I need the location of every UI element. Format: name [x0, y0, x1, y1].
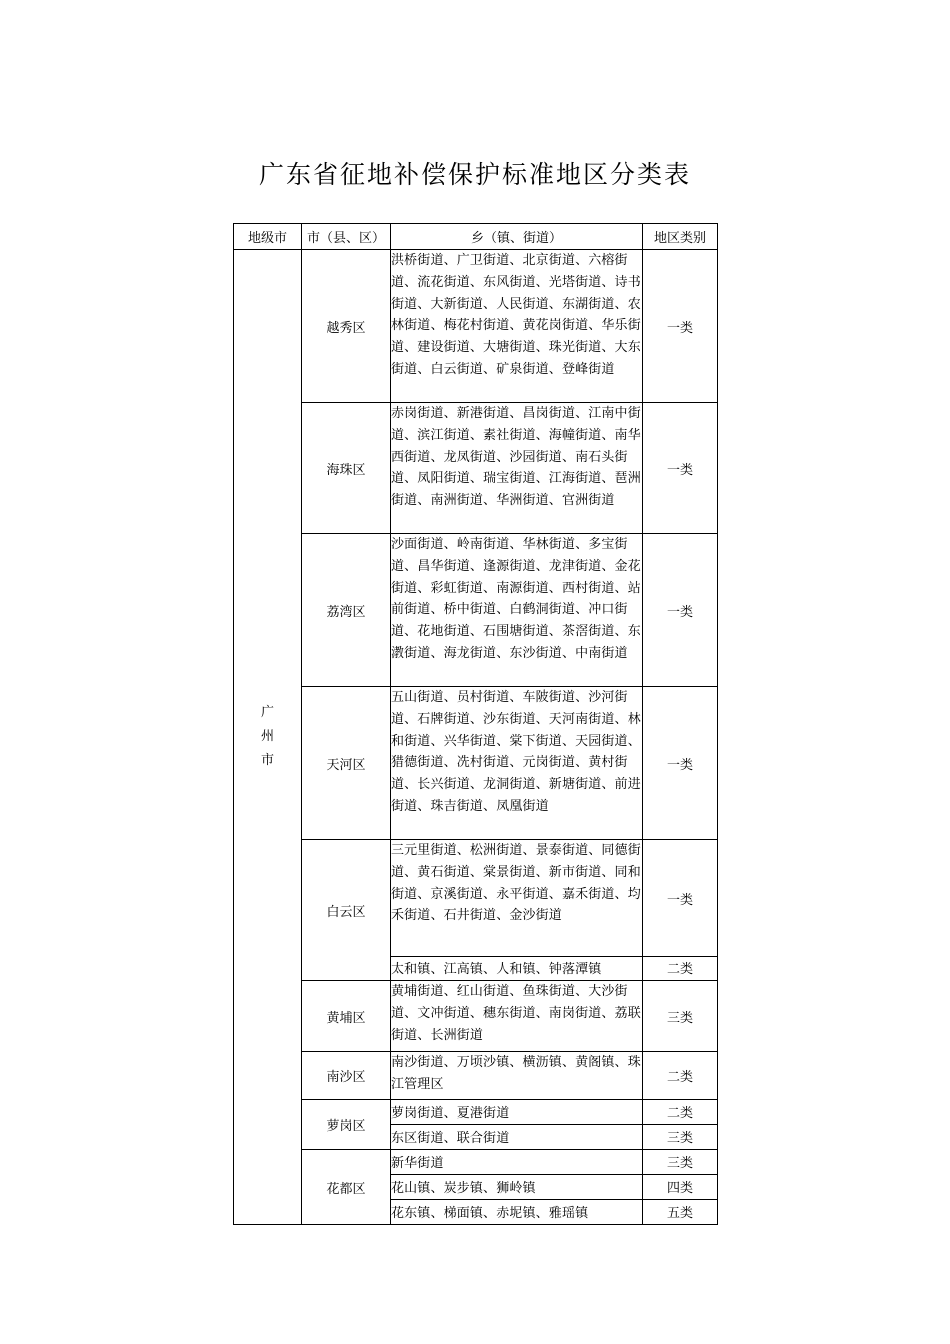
- streets-cell: 黄埔街道、红山街道、鱼珠街道、大沙街道、文冲街道、穗东街道、南岗街道、荔联街道、长洲街道: [391, 981, 643, 1052]
- streets-cell: 洪桥街道、广卫街道、北京街道、六榕街道、流花街道、东风街道、光塔街道、诗书街道、大新街道、人民街道、东湖街道、农林街道、梅花村街道、黄花岗街道、华乐街道、建设街道、大塘街道、珠光街道、大东街道、白云街道、矿泉街道、登峰街道: [391, 250, 643, 403]
- category-cell: 一类: [643, 250, 718, 403]
- category-cell: 一类: [643, 840, 718, 957]
- category-cell: 二类: [643, 1100, 718, 1125]
- category-cell: 四类: [643, 1175, 718, 1200]
- streets-cell: 太和镇、江高镇、人和镇、钟落潭镇: [391, 957, 643, 981]
- table-row: [234, 1150, 718, 1175]
- streets-cell: 沙面街道、岭南街道、华林街道、多宝街道、昌华街道、逢源街道、龙津街道、金花街道、彩虹街道、南源街道、西村街道、站前街道、桥中街道、白鹤洞街道、冲口街道、花地街道、石围塘街道、茶滘街道、东漖街道、海龙街道、东沙街道、中南街道: [391, 534, 643, 687]
- table-row: [234, 981, 718, 1052]
- streets-cell: 赤岗街道、新港街道、昌岗街道、江南中街道、滨江街道、素社街道、海幢街道、南华西街道、龙凤街道、沙园街道、南石头街道、凤阳街道、瑞宝街道、江海街道、琶洲街道、南洲街道、华洲街道、官洲街道: [391, 403, 643, 534]
- city-name-char: 市: [260, 753, 274, 768]
- document-title: 广东省征地补偿保护标准地区分类表: [258, 160, 691, 189]
- streets-cell: 花东镇、梯面镇、赤坭镇、雅瑶镇: [391, 1200, 643, 1225]
- table-row: [234, 534, 718, 687]
- district-cell: 黄埔区: [302, 981, 391, 1052]
- table-row: [234, 840, 718, 957]
- header-city: 地级市: [234, 224, 302, 250]
- header-county: 市（县、区）: [302, 224, 391, 250]
- table-row: [234, 403, 718, 534]
- category-cell: 五类: [643, 1200, 718, 1225]
- streets-cell: 东区街道、联合街道: [391, 1125, 643, 1150]
- district-cell: 花都区: [302, 1150, 391, 1225]
- table-row: [234, 1100, 718, 1125]
- header-category: 地区类别: [643, 224, 718, 250]
- district-cell: 天河区: [302, 687, 391, 840]
- district-cell: 荔湾区: [302, 534, 391, 687]
- district-cell: 越秀区: [302, 250, 391, 403]
- category-cell: 一类: [643, 403, 718, 534]
- district-cell: 白云区: [302, 840, 391, 981]
- city-cell: [234, 250, 302, 1225]
- district-cell: 南沙区: [302, 1052, 391, 1100]
- district-cell: 海珠区: [302, 403, 391, 534]
- table-header-row: [234, 224, 718, 250]
- category-cell: 二类: [643, 957, 718, 981]
- land-compensation-table: [233, 223, 718, 1225]
- streets-cell: 萝岗街道、夏港街道: [391, 1100, 643, 1125]
- table-row: [234, 687, 718, 840]
- district-cell: 萝岗区: [302, 1100, 391, 1150]
- streets-cell: 南沙街道、万顷沙镇、横沥镇、黄阁镇、珠江管理区: [391, 1052, 643, 1100]
- category-cell: 三类: [643, 1150, 718, 1175]
- header-township: 乡（镇、街道）: [391, 224, 643, 250]
- streets-cell: 花山镇、炭步镇、狮岭镇: [391, 1175, 643, 1200]
- table-row: [234, 250, 718, 403]
- category-cell: 一类: [643, 687, 718, 840]
- category-cell: 一类: [643, 534, 718, 687]
- table-row: [234, 1052, 718, 1100]
- category-cell: 三类: [643, 1125, 718, 1150]
- category-cell: 三类: [643, 981, 718, 1052]
- city-name-char: 州: [260, 729, 274, 744]
- category-cell: 二类: [643, 1052, 718, 1100]
- streets-cell: 五山街道、员村街道、车陂街道、沙河街道、石牌街道、沙东街道、天河南街道、林和街道、兴华街道、棠下街道、天园街道、猎德街道、冼村街道、元岗街道、黄村街道、长兴街道、龙洞街道、新塘街道、前进街道、珠吉街道、凤凰街道: [391, 687, 643, 840]
- city-name-char: 广: [260, 705, 274, 720]
- streets-cell: 新华街道: [391, 1150, 643, 1175]
- streets-cell: 三元里街道、松洲街道、景泰街道、同德街道、黄石街道、棠景街道、新市街道、同和街道、京溪街道、永平街道、嘉禾街道、均禾街道、石井街道、金沙街道: [391, 840, 643, 957]
